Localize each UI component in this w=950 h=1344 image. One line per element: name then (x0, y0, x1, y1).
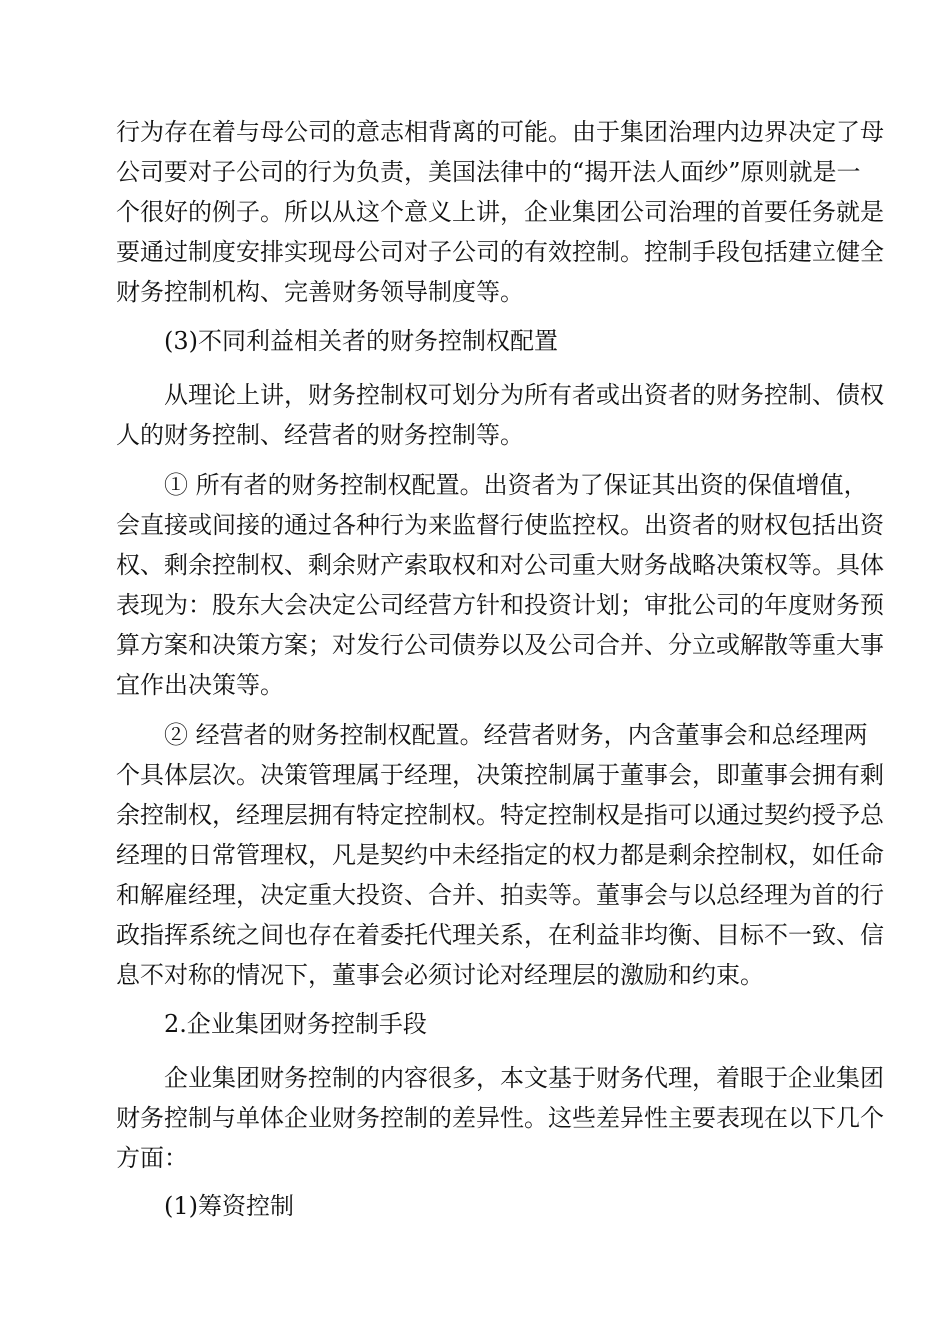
heading-text: (1)筹资控制 (164, 1192, 294, 1220)
text-line: 权、剩余控制权、剩余财产索取权和对公司重大财务战略决策权等。具体 (116, 551, 884, 579)
text-line: 财务控制与单体企业财务控制的差异性。这些差异性主要表现在以下几个 (116, 1104, 884, 1132)
heading-text: (3)不同利益相关者的财务控制权配置 (164, 327, 558, 355)
text-line: 经理的日常管理权，凡是契约中未经指定的权力都是剩余控制权，如任命 (116, 841, 884, 869)
text-line: 行为存在着与母公司的意志相背离的可能。由于集团治理内边界决定了母 (116, 118, 884, 146)
text-line: 人的财务控制、经营者的财务控制等。 (116, 421, 524, 449)
text-line: 企业集团财务控制的内容很多，本文基于财务代理，着眼于企业集团 (164, 1064, 884, 1092)
text-line: 余控制权，经理层拥有特定控制权。特定控制权是指可以通过契约授予总 (116, 801, 884, 829)
heading-text: 2.企业集团财务控制手段 (164, 1010, 427, 1038)
text-line: 公司要对子公司的行为负责，美国法律中的“揭开法人面纱”原则就是一 (116, 158, 861, 186)
text-line: 财务控制机构、完善财务领导制度等。 (116, 278, 524, 306)
text-line: 和解雇经理，决定重大投资、合并、拍卖等。董事会与以总经理为首的行 (116, 881, 884, 909)
text-line: 要通过制度安排实现母公司对子公司的有效控制。控制手段包括建立健全 (116, 238, 884, 266)
text-line: 政指挥系统之间也存在着委托代理关系，在利益非均衡、目标不一致、信 (116, 921, 884, 949)
text-line: 息不对称的情况下，董事会必须讨论对经理层的激励和约束。 (116, 961, 764, 989)
text-line: 表现为：股东大会决定公司经营方针和投资计划；审批公司的年度财务预 (116, 591, 884, 619)
text-line: 宜作出决策等。 (116, 671, 284, 699)
text-line: ② 经营者的财务控制权配置。经营者财务，内含董事会和总经理两 (164, 721, 868, 749)
text-line: 个很好的例子。所以从这个意义上讲，企业集团公司治理的首要任务就是 (116, 198, 884, 226)
text-line: ① 所有者的财务控制权配置。出资者为了保证其出资的保值增值， (164, 471, 868, 499)
text-line: 方面： (116, 1144, 188, 1172)
text-line: 从理论上讲，财务控制权可划分为所有者或出资者的财务控制、债权 (164, 381, 884, 409)
text-line: 算方案和决策方案；对发行公司债券以及公司合并、分立或解散等重大事 (116, 631, 884, 659)
text-line: 个具体层次。决策管理属于经理，决策控制属于董事会，即董事会拥有剩 (116, 761, 884, 789)
text-line: 会直接或间接的通过各种行为来监督行使监控权。出资者的财权包括出资 (116, 511, 884, 539)
